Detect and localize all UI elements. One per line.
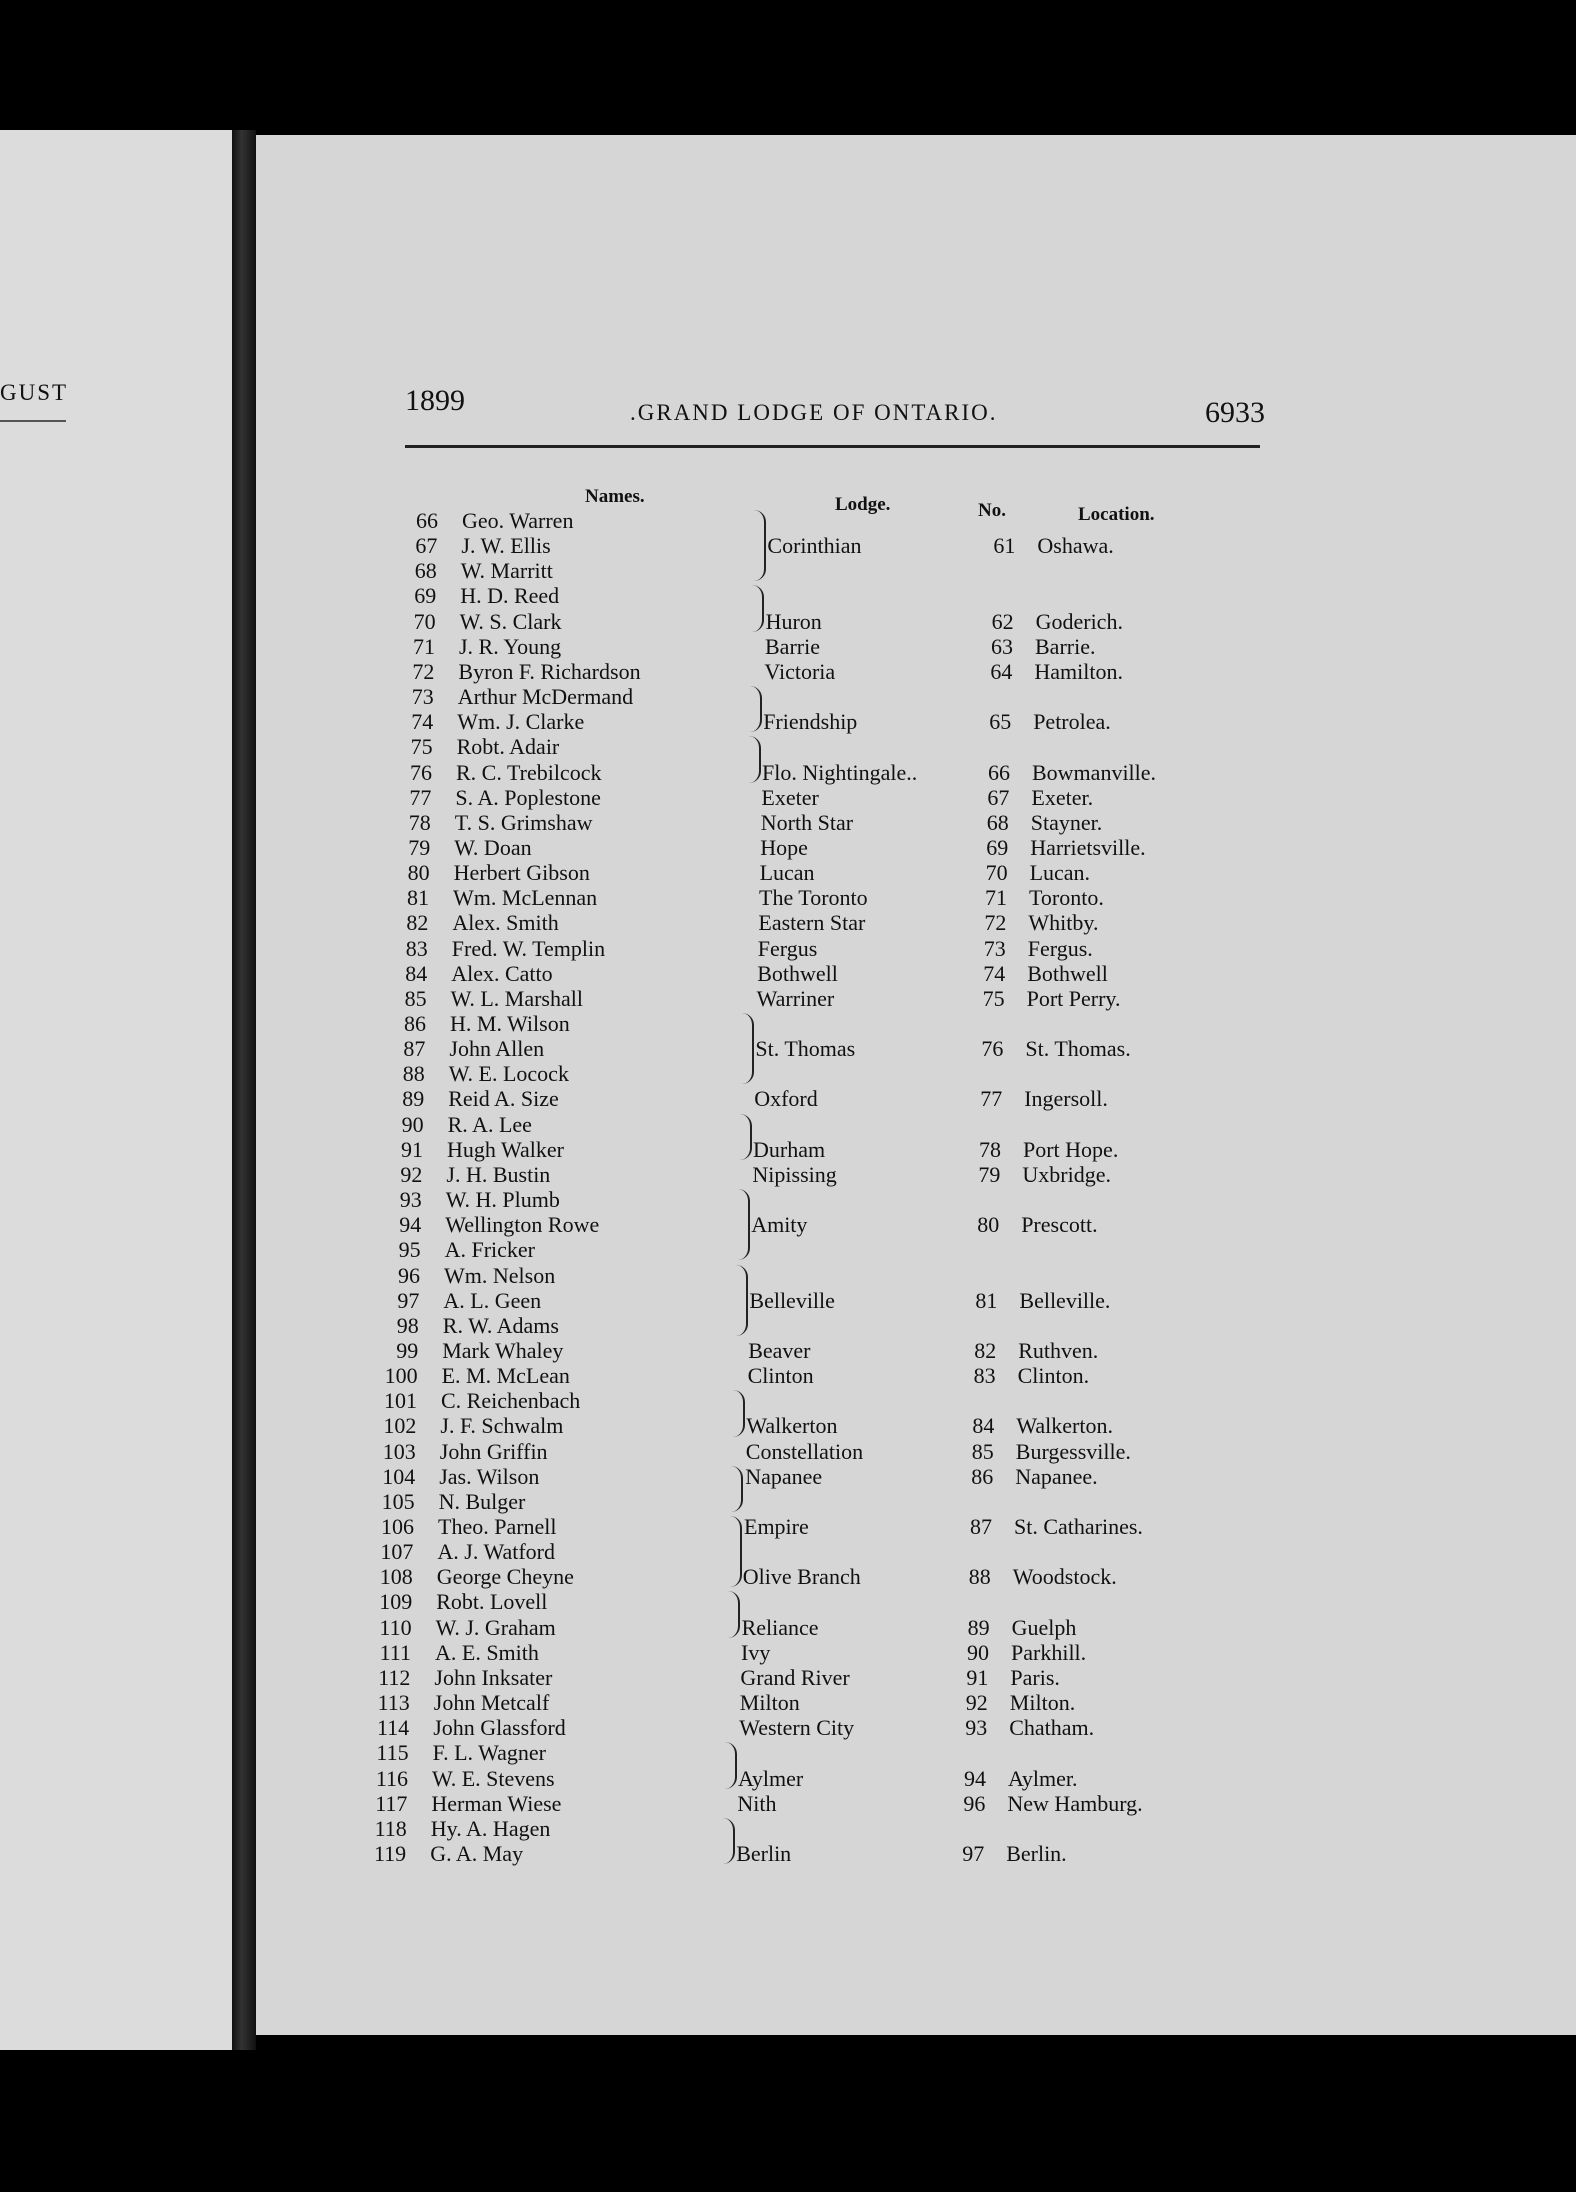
row-number: 110 [379,1614,412,1640]
member-name: W. Doan [454,834,532,860]
table-row [0,1665,1576,1690]
member-name: R. W. Adams [442,1312,559,1338]
table-row [0,1715,1576,1740]
table-row [0,1313,1576,1338]
row-number: 108 [379,1564,413,1590]
lodge-name: Oxford [754,1086,818,1112]
member-name: Arthur McDermand [457,684,634,710]
member-name: N. Bulger [438,1488,526,1514]
group-brace [752,510,766,581]
row-number: 96 [398,1262,420,1288]
lodge-location: Hamilton. [1034,658,1123,684]
lodge-number: 72 [984,910,1007,936]
column-header-location: Location. [1078,504,1155,525]
table-row [0,1413,1576,1438]
member-name: W. J. Graham [435,1614,556,1640]
row-number: 114 [377,1715,410,1741]
table-row [0,1061,1576,1086]
lodge-name: Fergus [757,935,818,961]
member-name: Reid A. Size [448,1086,559,1112]
table-row [0,835,1576,860]
member-name: J. R. Young [459,633,562,659]
lodge-location: Burgessville. [1015,1438,1131,1464]
table-row [0,684,1576,709]
table-row [0,1615,1576,1640]
lodge-name: Grand River [740,1664,850,1690]
member-name: T. S. Grimshaw [454,809,593,835]
row-number: 93 [399,1187,422,1213]
member-name: Fred. W. Templin [451,935,606,961]
lodge-number: 84 [972,1413,995,1439]
member-name: John Metcalf [433,1690,550,1716]
lodge-number: 79 [978,1161,1001,1187]
lodge-number: 97 [962,1840,985,1866]
column-header-no: No. [978,500,1006,521]
lodge-number: 71 [985,885,1007,911]
lodge-location: New Hamburg. [1007,1790,1143,1816]
table-row [0,1514,1576,1539]
lodge-location: Exeter. [1031,784,1094,810]
group-brace [734,1265,748,1336]
lodge-location: Harrietsville. [1030,834,1146,860]
lodge-name: Durham [753,1136,826,1162]
lodge-name: Reliance [741,1614,819,1640]
row-number: 87 [403,1036,426,1062]
lodge-location: Berlin. [1006,1840,1067,1866]
member-name: E. M. McLean [441,1363,570,1389]
lodge-name: St. Thomas [755,1036,856,1062]
table-row [0,1489,1576,1514]
lodge-number: 70 [985,860,1008,886]
lodge-number: 63 [991,633,1013,659]
row-number: 77 [409,784,432,810]
member-name: J. H. Bustin [446,1161,551,1187]
lodge-number: 65 [989,709,1012,735]
member-name: S. A. Poplestone [455,784,601,810]
lodge-number: 87 [970,1514,992,1539]
member-name: A. Fricker [444,1237,536,1263]
member-name: John Inksater [434,1664,553,1690]
member-name: J. F. Schwalm [440,1413,564,1439]
table-row [0,508,1576,533]
lodge-location: Petrolea. [1033,709,1111,735]
lodge-name: Aylmer [738,1765,804,1791]
row-number: 95 [398,1237,421,1263]
lodge-name: Belleville [749,1287,835,1313]
lodge-name: Berlin [736,1840,792,1866]
lodge-location: Whitby. [1028,910,1099,936]
lodge-name: Huron [765,608,822,634]
lodge-location: Parkhill. [1011,1639,1087,1665]
table-row [0,1137,1576,1162]
lodge-number: 66 [988,759,1010,785]
left-page-running-head: GUST [0,380,69,405]
row-number: 100 [384,1363,418,1389]
lodge-number: 82 [974,1337,997,1363]
member-name: Mark Whaley [442,1337,564,1363]
group-brace [736,1189,750,1260]
lodge-name: North Star [760,809,854,835]
row-number: 118 [374,1815,407,1841]
table-row [0,1011,1576,1036]
group-brace [748,686,762,732]
group-brace [726,1591,740,1637]
row-number: 75 [410,734,433,760]
lodge-number: 83 [973,1363,996,1389]
member-name: George Cheyne [436,1564,574,1590]
member-name: W. L. Marshall [450,985,583,1011]
table-row [0,1539,1576,1564]
table-row [0,1112,1576,1137]
row-number: 82 [406,910,429,936]
member-name: R. A. Lee [447,1111,532,1137]
lodge-location: Guelph [1011,1614,1077,1640]
table-row [0,634,1576,659]
member-name: Jas. Wilson [439,1463,540,1489]
row-number: 88 [402,1061,425,1087]
table-row [0,1464,1576,1489]
member-name: H. M. Wilson [450,1011,570,1036]
lodge-location: Stayner. [1030,809,1103,835]
table-row [0,1564,1576,1589]
lodge-name: Flo. Nightingale.. [762,759,918,785]
lodge-name: Victoria [764,658,836,684]
group-brace [731,1390,745,1436]
row-number: 85 [404,985,427,1011]
member-name: Geo. Warren [462,508,574,533]
member-name: C. Reichenbach [441,1388,581,1414]
table-row [0,734,1576,759]
lodge-name: Milton [739,1690,800,1716]
lodge-number: 90 [967,1639,989,1665]
lodge-location: Napanee. [1015,1463,1098,1489]
row-number: 69 [414,583,437,609]
table-row [0,1288,1576,1313]
lodge-name: Friendship [763,709,858,735]
table-row [0,1740,1576,1765]
table-row [0,1439,1576,1464]
group-brace [728,1516,742,1587]
row-number: 70 [413,608,436,634]
lodge-location: Uxbridge. [1022,1161,1111,1187]
member-name: G. A. May [430,1840,524,1866]
lodge-name: Olive Branch [742,1564,861,1590]
lodge-number: 67 [987,784,1010,810]
lodge-name: Western City [739,1715,855,1741]
row-number: 73 [411,684,434,710]
member-name: Hy. A. Hagen [430,1815,551,1841]
lodge-location: Bothwell [1027,960,1108,986]
row-number: 97 [397,1287,420,1313]
table-row [0,785,1576,810]
lodge-number: 91 [966,1664,989,1690]
table-row [0,1338,1576,1363]
member-name: Robt. Lovell [436,1589,548,1615]
row-number: 71 [413,633,435,659]
member-name: John Allen [449,1036,545,1062]
lodge-name: Walkerton [746,1413,838,1439]
lodge-number: 86 [971,1463,994,1489]
member-name: Wm. McLennan [453,885,598,911]
table-row [0,1388,1576,1413]
lodge-location: Toronto. [1029,885,1104,911]
member-name: W. E. Stevens [432,1765,555,1791]
row-number: 67 [415,533,438,559]
header-page-number: 6933 [1205,396,1265,429]
row-number: 89 [402,1086,425,1112]
lodge-location: St. Thomas. [1025,1036,1131,1062]
member-name: Wm. Nelson [444,1262,556,1288]
table-row [0,1791,1576,1816]
row-number: 78 [408,809,431,835]
member-name: H. D. Reed [460,583,560,609]
table-row [0,1036,1576,1061]
member-name: Wellington Rowe [445,1212,600,1238]
lodge-location: Clinton. [1017,1363,1090,1389]
row-number: 81 [407,885,429,911]
left-page-rule [0,420,66,422]
lodge-location: St. Catharines. [1014,1514,1143,1539]
table-row [0,558,1576,583]
lodge-name: Bothwell [757,960,838,986]
lodge-location: Aylmer. [1008,1765,1078,1791]
row-number: 99 [396,1337,419,1363]
row-number: 80 [407,860,430,886]
row-number: 72 [412,658,435,684]
row-number: 84 [405,960,428,986]
table-row [0,609,1576,634]
lodge-number: 85 [971,1438,994,1464]
row-number: 117 [375,1790,408,1816]
lodge-number: 94 [964,1765,986,1791]
lodge-location: Milton. [1009,1690,1076,1716]
member-name: Wm. J. Clarke [457,709,585,735]
lodge-name: Nith [737,1790,777,1816]
table-row [0,760,1576,785]
row-number: 115 [376,1740,409,1766]
member-name: Herbert Gibson [453,860,590,886]
group-brace [740,1013,754,1084]
row-number: 91 [401,1136,423,1162]
member-name: W. E. Locock [448,1061,569,1087]
group-brace [721,1818,735,1864]
column-header-lodge: Lodge. [835,494,891,515]
member-name: A. E. Smith [435,1639,539,1665]
member-name: Hugh Walker [447,1136,564,1162]
table-row [0,1363,1576,1388]
table-row [0,583,1576,608]
table-row [0,1086,1576,1111]
lodge-location: Belleville. [1019,1287,1111,1313]
lodge-location: Ruthven. [1018,1337,1099,1363]
row-number: 102 [383,1413,417,1439]
table-row [0,1187,1576,1212]
header-title: .GRAND LODGE OF ONTARIO. [630,400,998,425]
table-row [0,860,1576,885]
table-row [0,910,1576,935]
row-number: 68 [414,558,437,584]
row-number: 104 [382,1463,416,1489]
row-number: 76 [410,759,432,785]
lodge-number: 61 [993,533,1016,559]
lodge-location: Bowmanville. [1032,759,1157,785]
table-row [0,533,1576,558]
lodge-location: Fergus. [1027,935,1093,961]
lodge-name: Nipissing [752,1161,837,1187]
group-brace [729,1466,743,1512]
lodge-location: Ingersoll. [1024,1086,1108,1112]
lodge-location: Walkerton. [1016,1413,1113,1439]
row-number: 94 [399,1212,422,1238]
lodge-location: Port Perry. [1026,985,1121,1011]
lodge-name: Barrie [765,633,820,659]
table-row [0,810,1576,835]
column-header-names: Names. [585,486,645,507]
member-name: A. L. Geen [443,1287,542,1313]
member-name: Alex. Catto [451,960,553,986]
lodge-number: 92 [965,1690,988,1716]
lodge-location: Chatham. [1009,1715,1095,1741]
lodge-number: 88 [968,1564,991,1590]
table-row [0,1162,1576,1187]
lodge-name: The Toronto [759,885,868,911]
row-number: 90 [401,1111,424,1137]
lodge-name: Clinton [747,1363,814,1389]
lodge-number: 73 [983,935,1006,961]
lodge-name: Beaver [748,1337,811,1363]
lodge-name: Ivy [741,1639,771,1665]
member-name: John Glassford [433,1715,566,1741]
row-number: 92 [400,1161,423,1187]
lodge-location: Barrie. [1035,633,1096,659]
lodge-location: Woodstock. [1012,1564,1117,1590]
lodge-number: 89 [967,1614,990,1640]
lodge-name: Empire [744,1514,809,1539]
lodge-location: Paris. [1010,1664,1060,1690]
row-number: 119 [374,1840,407,1866]
lodge-number: 96 [963,1790,986,1816]
lodge-name: Amity [751,1212,808,1238]
row-number: 105 [381,1488,415,1514]
header-rule [405,445,1260,448]
header-year: 1899 [405,384,465,417]
row-number: 98 [396,1312,419,1338]
table-row [0,709,1576,734]
member-name: Theo. Parnell [438,1514,557,1539]
lodge-number: 81 [975,1287,998,1313]
lodge-number: 75 [982,985,1005,1011]
member-name: W. S. Clark [459,608,562,634]
group-brace [747,736,761,782]
lodge-number: 93 [965,1715,988,1741]
lodge-name: Warriner [756,985,835,1011]
lodge-location: Port Hope. [1023,1136,1119,1162]
lodge-name: Exeter [761,784,819,810]
member-name: J. W. Ellis [461,533,551,559]
row-number: 112 [378,1664,411,1690]
lodge-location: Oshawa. [1037,533,1114,559]
group-brace [750,585,764,631]
member-name: Alex. Smith [452,910,559,936]
lodge-name: Constellation [745,1438,864,1464]
lodge-number: 74 [983,960,1006,986]
table-row [0,936,1576,961]
lodge-number: 64 [990,658,1013,684]
member-name: W. H. Plumb [445,1187,560,1213]
table-row [0,1766,1576,1791]
row-number: 66 [416,508,438,533]
table-row [0,1690,1576,1715]
member-name: A. J. Watford [437,1539,555,1565]
member-name: Herman Wiese [431,1790,562,1816]
row-number: 86 [404,1011,426,1036]
group-brace [738,1114,752,1160]
member-name: John Griffin [439,1438,548,1464]
lodge-location: Lucan. [1029,860,1091,886]
table-row [0,1589,1576,1614]
lodge-number: 68 [986,809,1009,835]
table-row [0,1212,1576,1237]
lodge-number: 77 [980,1086,1003,1112]
table-row [0,1263,1576,1288]
row-number: 113 [377,1690,410,1716]
row-number: 101 [384,1388,417,1414]
row-number: 79 [408,834,431,860]
lodge-number: 76 [981,1036,1004,1062]
row-number: 107 [380,1539,414,1565]
lodge-name: Hope [760,834,808,860]
lodge-name: Lucan [759,860,815,886]
lodge-name: Eastern Star [758,910,866,936]
lodge-name: Napanee [745,1463,823,1489]
page-header [405,380,1265,429]
row-number: 111 [379,1639,411,1665]
table-row [0,986,1576,1011]
table-row [0,1841,1576,1866]
member-name: F. L. Wagner [432,1740,546,1766]
member-name: Byron F. Richardson [458,658,641,684]
table-row [0,659,1576,684]
lodge-location: Goderich. [1035,608,1123,634]
member-name: Robt. Adair [456,734,560,760]
table-row [0,1237,1576,1262]
lodge-number: 78 [979,1136,1001,1162]
row-number: 83 [405,935,428,961]
lodge-number: 62 [991,608,1014,634]
row-number: 116 [375,1765,408,1791]
group-brace [723,1742,737,1788]
table-row [0,1816,1576,1841]
row-number: 74 [411,709,434,735]
lodge-number: 80 [977,1212,1000,1238]
lodge-location: Prescott. [1021,1212,1098,1238]
table-row [0,961,1576,986]
row-number: 106 [381,1514,414,1539]
lodge-number: 69 [986,834,1009,860]
member-name: W. Marritt [460,558,553,584]
lodge-name: Corinthian [767,533,862,559]
row-number: 109 [379,1589,413,1615]
member-name: R. C. Trebilcock [456,759,602,785]
row-number: 103 [382,1438,416,1464]
table-row [0,1640,1576,1665]
table-row [0,885,1576,910]
